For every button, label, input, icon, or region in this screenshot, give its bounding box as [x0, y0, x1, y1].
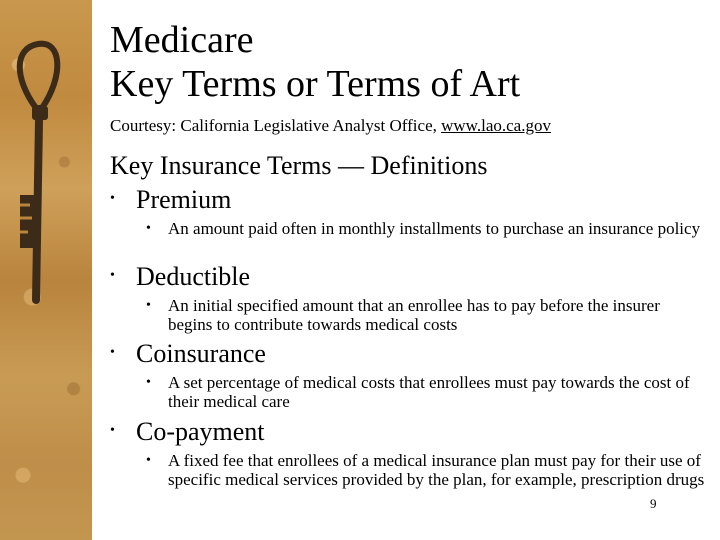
- definition-text: A set percentage of medical costs that enrollees must pay towards the cost of their medical care: [168, 373, 690, 411]
- bullet: •: [146, 375, 151, 390]
- lao-link[interactable]: www.lao.ca.gov: [441, 116, 551, 135]
- bullet: •: [110, 423, 115, 439]
- page-title: [110, 18, 710, 106]
- bullet: •: [110, 268, 115, 284]
- definition-coinsurance: [146, 373, 706, 411]
- term-deductible: [110, 262, 250, 292]
- term-premium: [110, 185, 231, 215]
- term-label: Co-payment: [136, 417, 265, 446]
- title-line-2: Key Terms or Terms of Art: [110, 63, 521, 105]
- bullet: •: [110, 191, 115, 207]
- page-number: 9: [650, 496, 657, 511]
- courtesy-text: Courtesy: California Legislative Analyst Office,: [110, 116, 442, 135]
- courtesy-line: [110, 116, 551, 136]
- bullet: •: [146, 221, 151, 236]
- bullet: •: [146, 298, 151, 313]
- definition-text: An amount paid often in monthly installments to purchase an insurance policy: [168, 219, 701, 238]
- section-heading: Key Insurance Terms — Definitions: [110, 151, 488, 180]
- term-co-payment: [110, 417, 265, 447]
- definition-deductible: [146, 296, 706, 334]
- definition-text: A fixed fee that enrollees of a medical insurance plan must pay for their use of specific medical services provided by the plan, for example, prescription drugs: [168, 451, 705, 489]
- definition-co-payment: [146, 451, 706, 489]
- bullet: •: [110, 345, 115, 361]
- title-line-1: Medicare: [110, 19, 254, 61]
- decorative-key-image: [0, 0, 92, 540]
- term-label: Coinsurance: [136, 339, 266, 368]
- bullet: •: [146, 453, 151, 468]
- definition-premium: [146, 219, 706, 238]
- term-label: Deductible: [136, 262, 251, 291]
- term-label: Premium: [136, 185, 232, 214]
- key-icon: [0, 0, 92, 540]
- definition-text: An initial specified amount that an enrollee has to pay before the insurer begins to contribute towards medical costs: [168, 296, 660, 334]
- term-coinsurance: [110, 339, 266, 369]
